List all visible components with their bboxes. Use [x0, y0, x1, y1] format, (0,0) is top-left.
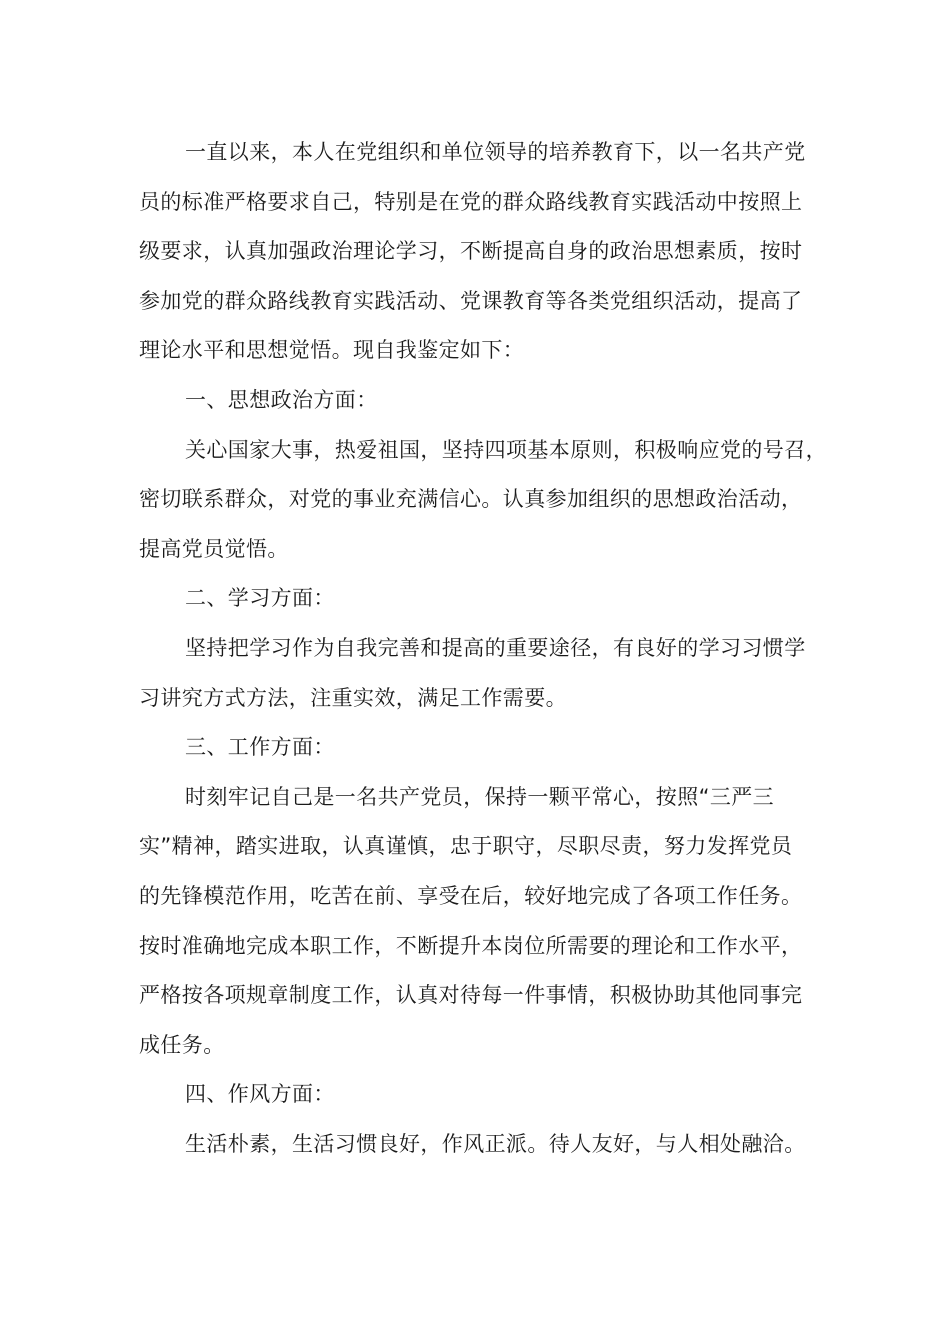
section-heading: 三、工作方面：	[185, 735, 335, 760]
paragraph-line: 按时准确地完成本职工作，不断提升本岗位所需要的理论和工作水平，	[139, 933, 803, 958]
paragraph-line: 密切联系群众，对党的事业充满信心。认真参加组织的思想政治活动，	[139, 487, 803, 512]
paragraph-line: 理论水平和思想觉悟。现自我鉴定如下：	[139, 338, 525, 363]
paragraph-line: 坚持把学习作为自我完善和提高的重要途径，有良好的学习习惯学	[185, 635, 806, 660]
paragraph-line: 级要求，认真加强政治理论学习，不断提高自身的政治思想素质，按时	[139, 239, 803, 264]
paragraph-line: 严格按各项规章制度工作，认真对待每一件事情，积极协助其他同事完	[139, 983, 803, 1008]
paragraph-line: 的先锋模范作用，吃苦在前、享受在后，较好地完成了各项工作任务。	[139, 883, 803, 908]
section-heading: 四、作风方面：	[185, 1082, 335, 1107]
section-heading: 一、思想政治方面：	[185, 387, 378, 412]
paragraph-line: 习讲究方式方法，注重实效，满足工作需要。	[139, 685, 567, 710]
document-body	[139, 128, 829, 1169]
section-heading: 二、学习方面：	[185, 586, 335, 611]
paragraph-line: 时刻牢记自己是一名共产党员，保持一颗平常心，按照“三严三	[185, 784, 775, 809]
paragraph-line: 实”精神，踏实进取，认真谨慎，忠于职守，尽职尽责，努力发挥党员	[139, 834, 793, 859]
paragraph-line: 关心国家大事，热爱祖国，坚持四项基本原则，积极响应党的号召，	[185, 437, 827, 462]
paragraph-line: 员的标准严格要求自己，特别是在党的群众路线教育实践活动中按照上	[139, 189, 803, 214]
paragraph-line: 一直以来，本人在党组织和单位领导的培养教育下，以一名共产党	[185, 140, 806, 164]
paragraph-line: 成任务。	[139, 1032, 225, 1057]
paragraph-line: 生活朴素，生活习惯良好，作风正派。待人友好，与人相处融洽。	[185, 1131, 806, 1156]
paragraph-line: 提高党员觉悟。	[139, 536, 289, 561]
paragraph-line: 参加党的群众路线教育实践活动、党课教育等各类党组织活动，提高了	[139, 288, 803, 313]
